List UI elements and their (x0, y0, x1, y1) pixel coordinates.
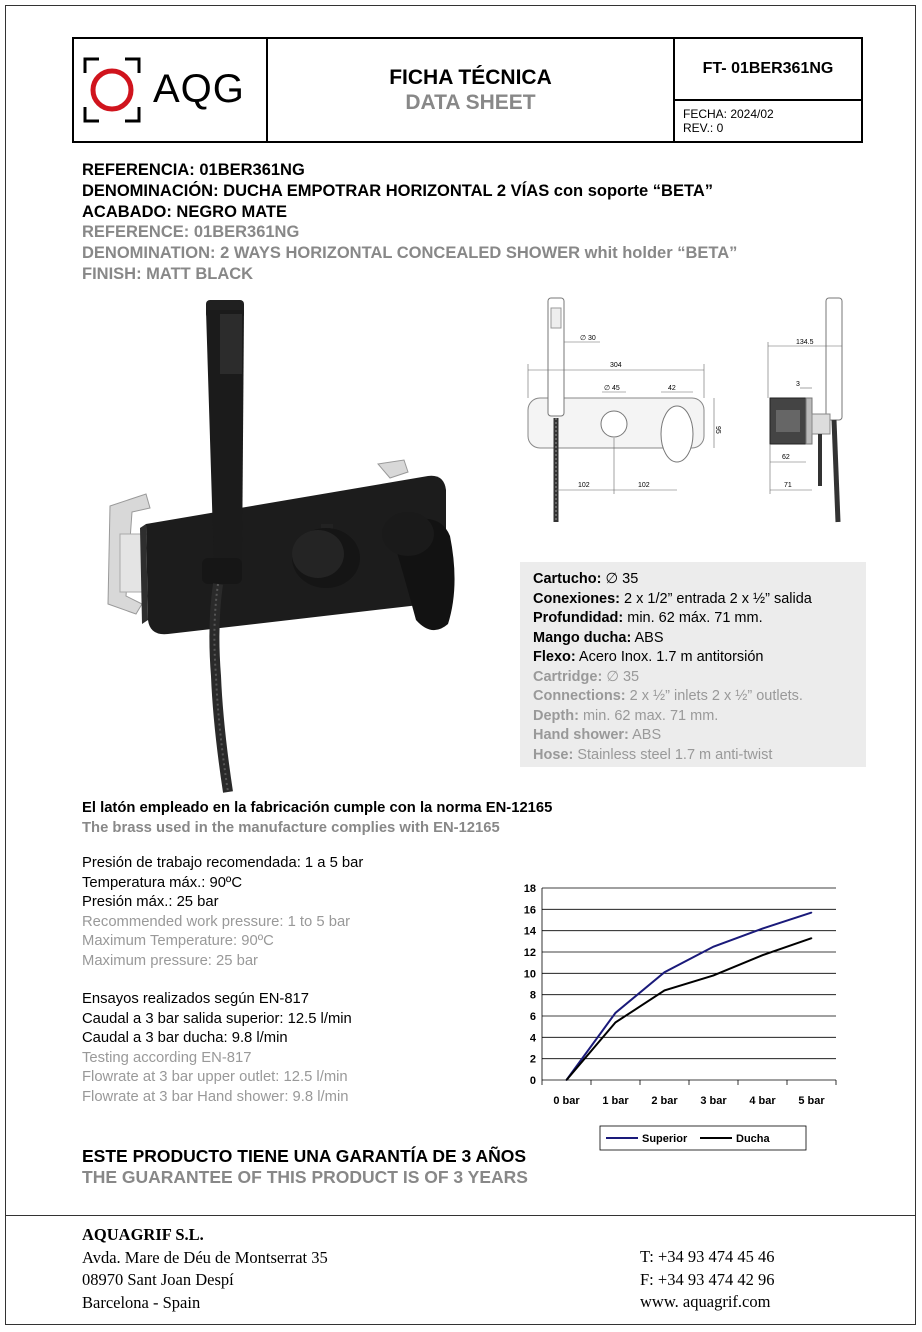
finish-en: FINISH: MATT BLACK (82, 264, 254, 283)
product-image (98, 296, 478, 796)
test-results (82, 990, 352, 1107)
brass-note (82, 798, 552, 838)
denomination-es: DENOMINACIÓN: DUCHA EMPOTRAR HORIZONTAL 2 VÍAS con soporte “BETA” (82, 181, 713, 200)
y-tick-label: 8 (529, 989, 536, 1002)
spec-es-row (533, 570, 866, 590)
test-es-2: Caudal a 3 bar ducha: 9.8 l/min (82, 1030, 288, 1046)
code-cell (675, 39, 861, 101)
spec-es-row (533, 629, 866, 649)
spec-es-value: 2 x 1/2” entrada 2 x ½” salida (620, 590, 812, 607)
address-line-1: Avda. Mare de Déu de Montserrat 35 (82, 1247, 328, 1267)
guarantee-en: THE GUARANTEE OF THIS PRODUCT IS OF 3 YEARS (82, 1167, 528, 1187)
param-es-1: Temperatura máx.: 90ºC (82, 874, 243, 891)
series-line-superior (567, 913, 812, 1080)
test-es-0: Ensayos realizados según EN-817 (82, 991, 310, 1007)
spec-es-label: Flexo: (533, 649, 576, 665)
data-point-superior (713, 946, 715, 948)
spec-en-row (533, 668, 866, 688)
dim-134-5: 134.5 (796, 339, 814, 346)
logo-cell (74, 39, 268, 141)
data-point-superior (615, 1012, 617, 1014)
x-tick-label: 1 bar (602, 1095, 629, 1107)
spec-es-list (533, 570, 866, 668)
spec-es-row (533, 648, 866, 668)
param-es-0: Presión de trabajo recomendada: 1 a 5 bar (82, 855, 364, 871)
finish-es: ACABADO: NEGRO MATE (82, 202, 288, 221)
footer-divider (5, 1215, 916, 1216)
spec-en-label: Hose: (533, 746, 574, 763)
param-en-2: Maximum pressure: 25 bar (82, 952, 258, 969)
x-tick-label: 4 bar (749, 1095, 776, 1107)
dim-d30: ∅ 30 (580, 335, 596, 342)
spec-es-label: Conexiones: (533, 590, 621, 607)
y-tick-label: 16 (523, 904, 536, 917)
data-point-ducha (615, 1022, 617, 1024)
y-tick-label: 2 (529, 1053, 536, 1066)
param-en-0: Recommended work pressure: 1 to 5 bar (82, 913, 351, 930)
y-tick-label: 18 (523, 883, 536, 895)
test-en-0: Testing according EN-817 (82, 1049, 252, 1066)
x-tick-label: 3 bar (700, 1095, 727, 1107)
spec-es-label: Profundidad: (533, 610, 624, 626)
fecha: FECHA: 2024/02 (683, 107, 774, 121)
reference-es: REFERENCIA: 01BER361NG (82, 161, 305, 179)
phone: T: +34 93 474 45 46 (640, 1247, 775, 1266)
dim-102b: 102 (638, 482, 650, 489)
y-tick-label: 12 (523, 947, 536, 959)
date-cell (675, 101, 861, 141)
test-en-2: Flowrate at 3 bar Hand shower: 9.8 l/min (82, 1088, 349, 1105)
spec-es-row (533, 590, 866, 610)
spec-en-list (533, 668, 866, 766)
data-point-superior (762, 928, 764, 930)
guarantee (82, 1146, 528, 1188)
spec-en-label: Hand shower: (533, 727, 629, 743)
spec-es-label: Cartucho: (533, 571, 602, 587)
param-en-1: Maximum Temperature: 90ºC (82, 933, 274, 949)
pressure-params (82, 854, 363, 971)
header-table (72, 37, 863, 143)
spec-en-label: Connections: (533, 688, 626, 704)
spec-box (520, 562, 866, 767)
fax: F: +34 93 474 42 96 (640, 1269, 775, 1289)
flowrate-chart (506, 878, 846, 1158)
x-tick-label: 5 bar (798, 1095, 825, 1107)
front-view-drawing (520, 294, 730, 524)
data-point-ducha (811, 937, 813, 939)
x-tick-label: 0 bar (553, 1095, 580, 1107)
data-point-ducha (762, 954, 764, 956)
company-contact (640, 1246, 775, 1314)
revision: REV.: 0 (683, 121, 724, 135)
dim-304: 304 (610, 362, 622, 369)
logo-mark-icon (83, 57, 141, 123)
website-link[interactable]: www. aquagrif.com (640, 1292, 771, 1311)
y-tick-label: 6 (529, 1011, 536, 1023)
param-es-2: Presión máx.: 25 bar (82, 894, 219, 910)
legend-label: Ducha (736, 1133, 770, 1145)
reference-block (82, 160, 882, 285)
guarantee-es: ESTE PRODUCTO TIENE UNA GARANTÍA DE 3 AÑOS (82, 1146, 527, 1166)
spec-es-label: Mango ducha: (533, 629, 632, 646)
spec-en-value: 2 x ½” inlets 2 x ½” outlets. (625, 688, 803, 704)
y-tick-label: 14 (523, 925, 536, 938)
document-code: FT- 01BER361NG (702, 60, 834, 77)
spec-en-row (533, 687, 866, 707)
title-es: FICHA TÉCNICA (389, 66, 552, 89)
y-tick-label: 10 (523, 968, 536, 981)
spec-en-value: Stainless steel 1.7 m anti-twist (573, 746, 773, 763)
title-en: DATA SHEET (405, 91, 536, 114)
spec-es-value: Acero Inox. 1.7 m antitorsión (575, 649, 764, 665)
test-es-1: Caudal a 3 bar salida superior: 12.5 l/min (82, 1010, 352, 1027)
dim-3: 3 (796, 381, 800, 388)
dim-d45: ∅ 45 (604, 385, 620, 392)
spec-es-value: min. 62 máx. 71 mm. (623, 610, 763, 626)
title-cell (268, 39, 675, 141)
spec-en-label: Depth: (533, 707, 579, 724)
y-tick-label: 4 (529, 1032, 536, 1045)
dim-42: 42 (668, 385, 676, 392)
spec-es-row (533, 609, 866, 629)
legend-label: Superior (642, 1133, 688, 1145)
dim-62: 62 (782, 454, 790, 461)
spec-en-row (533, 746, 866, 766)
data-point-ducha (566, 1079, 568, 1081)
spec-en-label: Cartridge: (533, 668, 603, 685)
dim-71: 71 (784, 482, 792, 489)
spec-es-value: ABS (631, 629, 664, 646)
spec-en-value: ∅ 35 (602, 668, 640, 685)
brass-es: El latón empleado en la fabricación cumple con la norma EN-12165 (82, 800, 553, 816)
company-address (82, 1224, 328, 1314)
data-point-superior (664, 971, 666, 973)
denomination-en: DENOMINATION: 2 WAYS HORIZONTAL CONCEALED SHOWER whit holder “BETA” (82, 244, 738, 263)
reference-en: REFERENCE: 01BER361NG (82, 223, 300, 242)
spec-en-row (533, 726, 866, 746)
spec-en-row (533, 707, 866, 727)
data-point-ducha (664, 990, 666, 992)
spec-en-value: ABS (628, 727, 662, 743)
dim-102a: 102 (578, 482, 590, 489)
logo-text: AQG (153, 67, 245, 111)
y-tick-label: 0 (529, 1075, 536, 1087)
brass-en: The brass used in the manufacture complies with EN-12165 (82, 820, 500, 836)
x-tick-label: 2 bar (651, 1095, 678, 1107)
dim-95: 95 (714, 426, 721, 434)
spec-en-value: min. 62 max. 71 mm. (578, 707, 719, 724)
spec-es-value: ∅ 35 (601, 571, 639, 587)
test-en-1: Flowrate at 3 bar upper outlet: 12.5 l/min (82, 1069, 348, 1085)
company-name: AQUAGRIF S.L. (82, 1225, 204, 1244)
address-line-3: Barcelona - Spain (82, 1292, 201, 1312)
side-view-drawing (760, 294, 860, 524)
data-point-superior (811, 912, 813, 914)
data-point-ducha (713, 975, 715, 977)
address-line-2: 08970 Sant Joan Despí (82, 1270, 234, 1289)
